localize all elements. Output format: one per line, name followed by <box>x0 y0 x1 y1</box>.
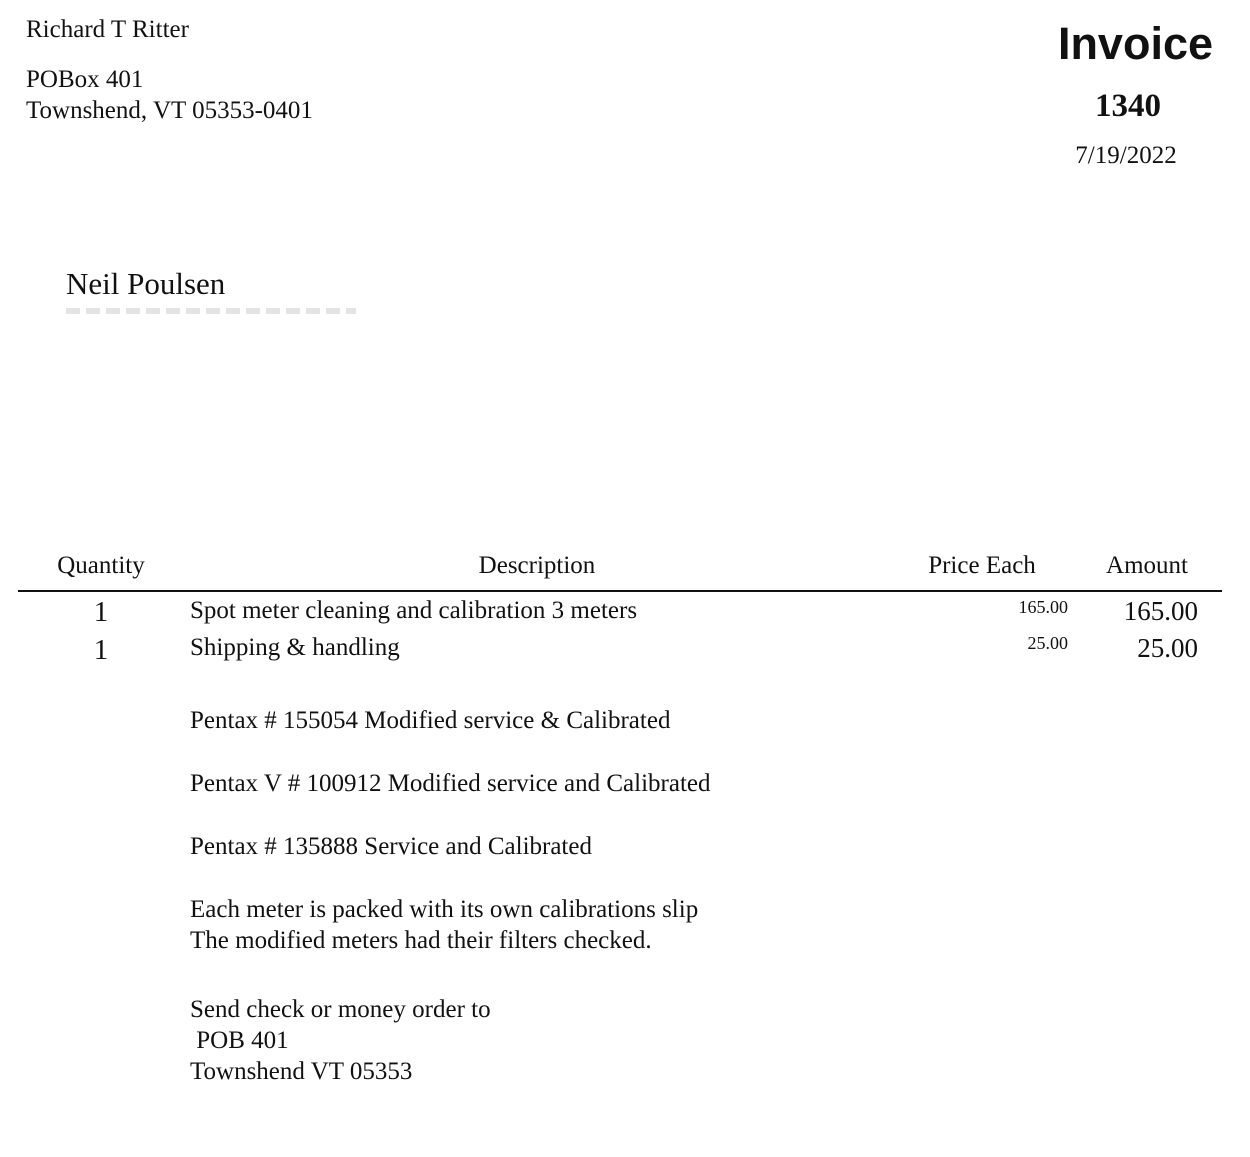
sender-name: Richard T Ritter <box>26 16 189 43</box>
invoice-date: 7/19/2022 <box>1075 142 1177 169</box>
invoice-number: 1340 <box>1095 88 1161 124</box>
item-price-each: 165.00 <box>1018 597 1068 617</box>
note-line: Townshend VT 05353 <box>190 1058 413 1085</box>
sender-address-line1: POBox 401 <box>26 66 144 93</box>
bill-to-name: Neil Poulsen <box>66 266 226 301</box>
note-line: The modified meters had their filters checked. <box>190 927 652 954</box>
note-line: Each meter is packed with its own calibrations slip <box>190 896 699 923</box>
note-line: Pentax # 135888 Service and Calibrated <box>190 833 592 860</box>
item-quantity: 1 <box>93 634 109 666</box>
header-divider <box>18 590 1222 592</box>
header-price-each: Price Each <box>928 552 1036 579</box>
item-amount: 165.00 <box>1123 596 1198 626</box>
note-line: Send check or money order to <box>190 996 491 1023</box>
invoice-title: Invoice <box>1057 18 1213 69</box>
item-amount: 25.00 <box>1137 633 1198 663</box>
note-line: POB 401 <box>190 1027 289 1054</box>
bill-to-address-faint <box>66 308 356 314</box>
item-description: Spot meter cleaning and calibration 3 meters <box>190 597 638 624</box>
item-quantity: 1 <box>93 596 109 628</box>
header-quantity: Quantity <box>57 552 145 579</box>
item-description: Shipping & handling <box>190 634 400 661</box>
header-description: Description <box>478 552 596 579</box>
header-amount: Amount <box>1106 552 1188 579</box>
note-line: Pentax # 155054 Modified service & Calibrated <box>190 707 671 734</box>
item-price-each: 25.00 <box>1027 633 1068 653</box>
sender-address-line2: Townshend, VT 05353-0401 <box>26 97 313 124</box>
note-line: Pentax V # 100912 Modified service and Calibrated <box>190 770 711 797</box>
